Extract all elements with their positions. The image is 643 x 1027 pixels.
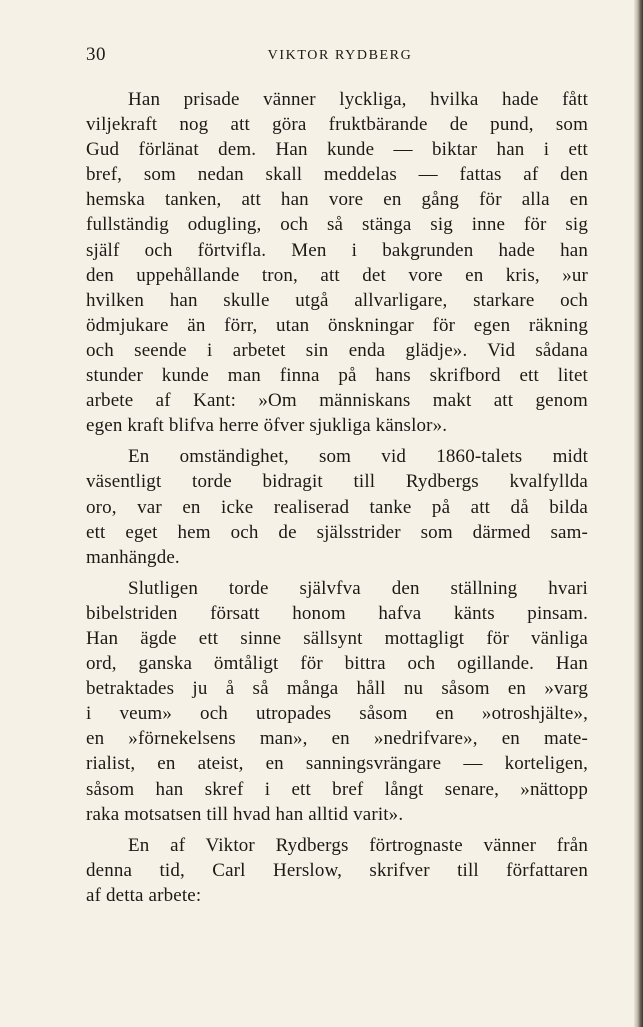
text-line: ödmjukare än förr, utan önskningar för egen räkning	[86, 314, 588, 336]
paragraph	[86, 576, 588, 827]
text-line: och seende i arbetet sin enda glädje». Vid sådana	[86, 339, 588, 361]
text-line: i veum» och utropades såsom en »otroshjälte»,	[86, 703, 588, 725]
paragraph	[86, 833, 588, 908]
text-line: manhängde.	[86, 546, 180, 568]
running-title: VIKTOR RYDBERG	[267, 48, 413, 63]
text-line: den uppehållande tron, att det vore en kris, »ur	[86, 264, 588, 286]
text-line: viljekraft nog att göra fruktbärande de pund, som	[86, 114, 588, 136]
page-number: 30	[86, 44, 106, 65]
text-line: bibelstriden försatt honom hafva känts pinsam.	[86, 602, 588, 624]
body-text	[86, 87, 588, 908]
text-line: arbete af Kant: »Om människans makt att genom	[86, 390, 588, 412]
text-line: Gud förlänat dem. Han kunde — biktar han i ett	[86, 139, 588, 161]
text-line: betraktades ju å så många håll nu såsom en »varg	[86, 678, 588, 700]
text-line: själf och förtvifla. Men i bakgrunden hade han	[86, 239, 588, 261]
text-line: En af Viktor Rydbergs förtrognaste vänner från	[128, 834, 588, 856]
text-line: Slutligen torde självfva den ställning hvari	[128, 577, 588, 599]
text-line: hvilken han skulle utgå allvarligare, starkare och	[86, 289, 588, 311]
text-line: stunder kunde man finna på hans skrifbord ett litet	[86, 365, 588, 387]
text-line: väsentligt torde bidragit till Rydbergs kvalfyllda	[86, 471, 588, 493]
text-line: fullständig odugling, och så stänga sig inne för sig	[86, 214, 588, 236]
text-line: af detta arbete:	[86, 884, 202, 906]
paragraph	[86, 444, 588, 569]
text-line: Han ägde ett sinne sällsynt mottagligt för vänliga	[86, 627, 588, 649]
text-line: ord, ganska ömtåligt för bittra och ogillande. Han	[86, 653, 588, 675]
text-line: oro, var en icke realiserad tanke på att då bilda	[86, 496, 588, 518]
text-line: hemska tanken, att han vore en gång för alla en	[86, 189, 588, 211]
text-line: ett eget hem och de själsstrider som därmed sam-	[86, 521, 588, 543]
page-header	[86, 44, 594, 72]
book-edge-shadow	[634, 0, 643, 1027]
text-line: egen kraft blifva herre öfver sjukliga känslor».	[86, 415, 448, 437]
text-line: en »förnekelsens man», en »nedrifvare», en mate-	[86, 728, 588, 750]
text-line: denna tid, Carl Herslow, skrifver till författaren	[86, 859, 588, 881]
text-line: raka motsatsen till hvad han alltid varit».	[86, 803, 404, 825]
paragraph	[86, 87, 588, 438]
text-line: bref, som nedan skall meddelas — fattas af den	[86, 164, 588, 186]
text-line: En omständighet, som vid 1860-talets midt	[128, 446, 588, 468]
text-line: rialist, en ateist, en sanningsvrängare — korteligen,	[86, 753, 588, 775]
text-line: Han prisade vänner lyckliga, hvilka hade fått	[128, 89, 588, 110]
text-line: såsom han skref i ett bref långt senare, »nättopp	[86, 778, 588, 800]
